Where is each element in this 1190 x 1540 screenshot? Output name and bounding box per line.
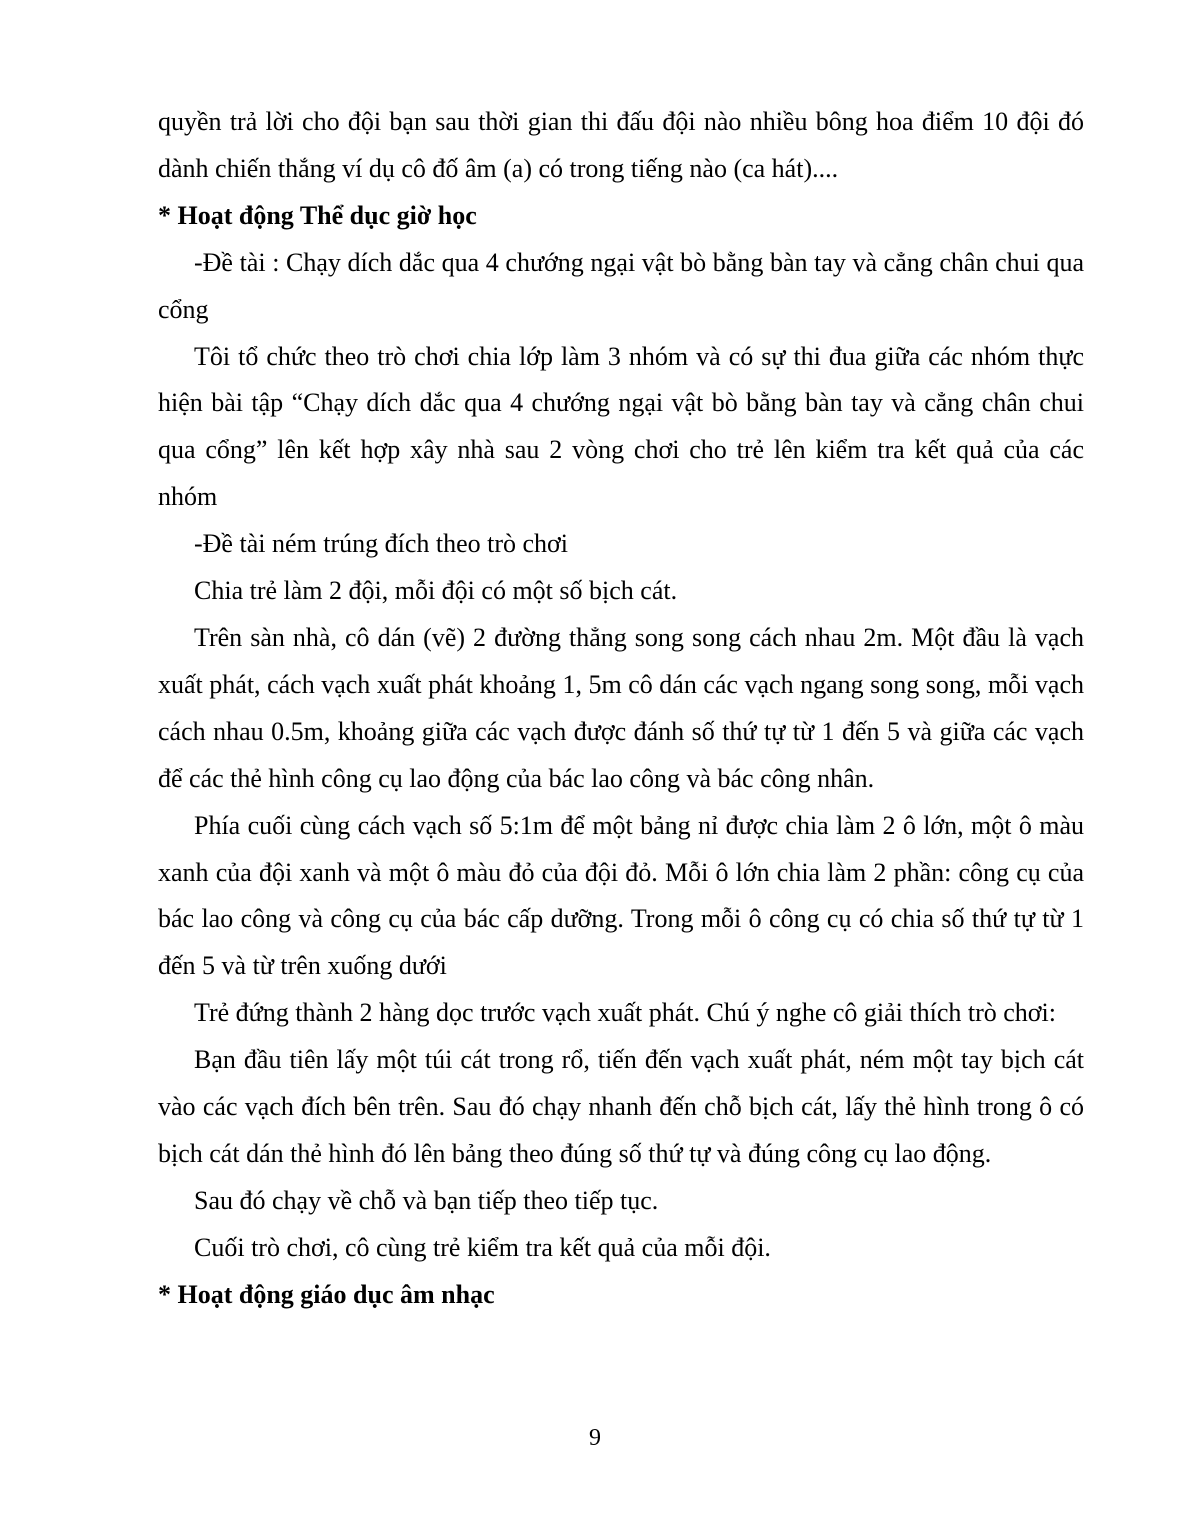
page-number: 9 <box>589 1425 601 1451</box>
paragraph-next-player: Sau đó chạy về chỗ và bạn tiếp theo tiếp tục. <box>194 1185 659 1215</box>
paragraph-game-rules: Bạn đầu tiên lấy một túi cát trong rổ, tiến đến vạch xuất phát, ném một tay bịch cát vào các vạch đích bên trên. Sau đó chạy nhanh đến chỗ bịch cát, lấy thẻ hình trong ô có bịch cát dán thẻ hình đó lên bảng theo đúng số thứ tự và đúng công cụ lao động. <box>158 1045 1084 1168</box>
paragraph-teams: Chia trẻ làm 2 đội, mỗi đội có một số bịch cát. <box>194 576 678 606</box>
paragraph-game-end: Cuối trò chơi, cô cùng trẻ kiểm tra kết quả của mỗi đội. <box>194 1232 771 1262</box>
page-body <box>158 99 1084 1319</box>
paragraph-organization: Tôi tổ chức theo trò chơi chia lớp làm 3 nhóm và có sự thi đua giữa các nhóm thực hiện bài tập “Chạy dích dắc qua 4 chướng ngại vật bò bằng bàn tay và cẳng chân chui qua cổng” lên kết hợp xây nhà sau 2 vòng chơi cho trẻ lên kiểm tra kết quả của các nhóm <box>158 341 1084 512</box>
paragraph-lineup: Trẻ đứng thành 2 hàng dọc trước vạch xuất phát. Chú ý nghe cô giải thích trò chơi: <box>194 998 1056 1028</box>
paragraph-continuation: quyền trả lời cho đội bạn sau thời gian thi đấu đội nào nhiều bông hoa điểm 10 đội đó dành chiến thắng ví dụ cô đố âm (a) có trong tiếng nào (ca hát).... <box>158 107 1084 183</box>
paragraph-board-setup: Phía cuối cùng cách vạch số 5:1m để một bảng nỉ được chia làm 2 ô lớn, một ô màu xanh của đội xanh và một ô màu đỏ của đội đỏ. Mỗi ô lớn chia làm 2 phần: công cụ của bác lao công và công cụ của bác cấp dưỡng. Trong mỗi ô công cụ có chia số thứ tự từ 1 đến 5 và từ trên xuống dưới <box>158 810 1084 981</box>
section-heading-physical-education: * Hoạt động Thể dục giờ học <box>158 200 477 230</box>
paragraph-topic-throwing: -Đề tài ném trúng đích theo trò chơi <box>194 529 569 559</box>
paragraph-floor-setup: Trên sàn nhà, cô dán (vẽ) 2 đường thẳng song song cách nhau 2m. Một đầu là vạch xuất phát, cách vạch xuất phát khoảng 1, 5m cô dán các vạch ngang song song, mỗi vạch cách nhau 0.5m, khoảng giữa các vạch được đánh số thứ tự từ 1 đến 5 và giữa các vạch để các thẻ hình công cụ lao động của bác lao công và bác công nhân. <box>158 622 1084 793</box>
section-heading-music-education: * Hoạt động giáo dục âm nhạc <box>158 1279 495 1309</box>
paragraph-topic-zigzag: -Đề tài : Chạy dích dắc qua 4 chướng ngại vật bò bằng bàn tay và cẳng chân chui qua cổng <box>158 247 1084 324</box>
